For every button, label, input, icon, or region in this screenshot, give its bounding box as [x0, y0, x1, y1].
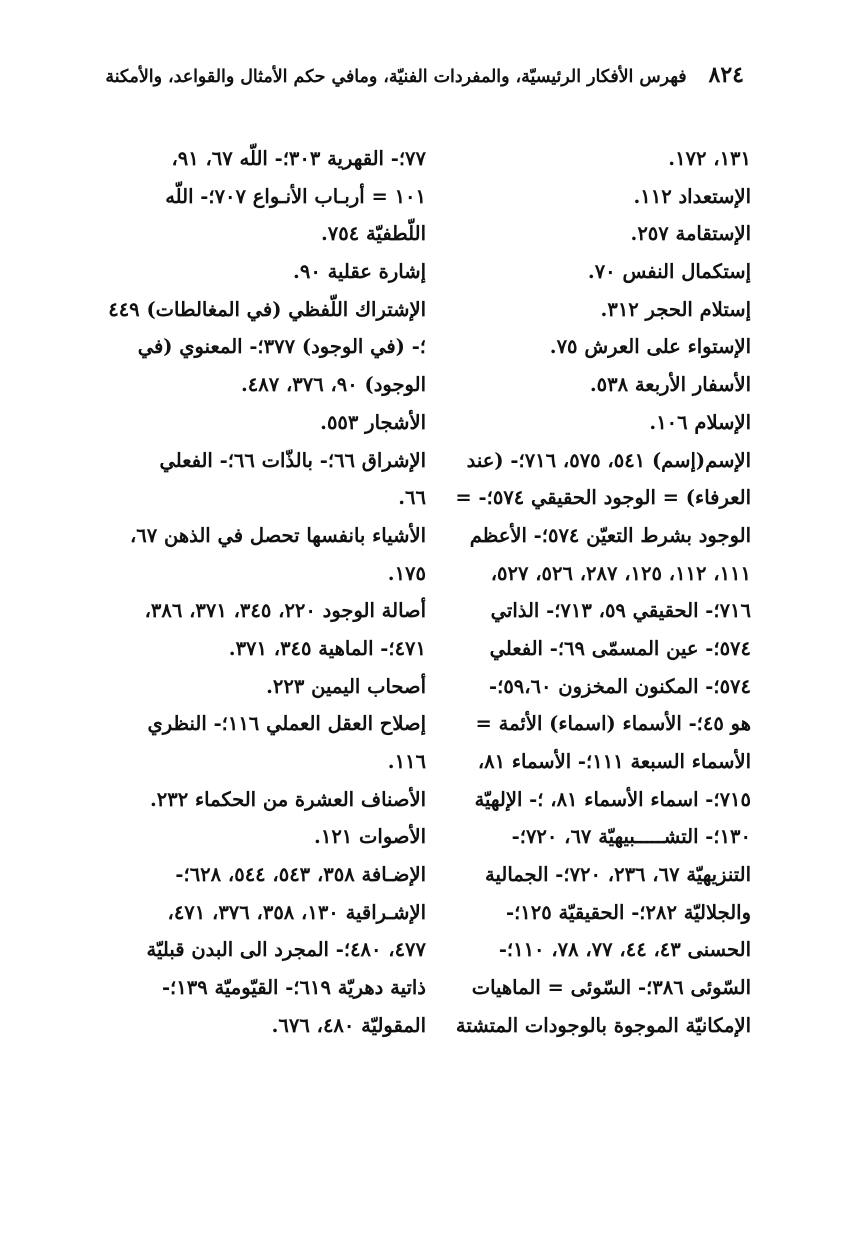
- index-line: ٦٦.: [398, 486, 426, 510]
- index-line: الإسم(إسم) ٥٤١، ٥٧٥، ٧١٦؛- (عند: [466, 448, 751, 472]
- index-column-left: [81, 140, 426, 1045]
- index-line: ١٧٥.: [387, 561, 426, 585]
- index-line: الحسنى ٤٣، ٤٤، ٧٧، ٧٨، ١١٠؛-: [498, 938, 751, 962]
- index-line: الإشتراك اللّفظي (في المغالطات) ٤٤٩: [108, 297, 426, 321]
- index-line: إستلام الحجر ٣١٢.: [600, 297, 751, 321]
- index-line: إصلاح العقل العملي ١١٦؛- النظري: [147, 712, 426, 736]
- index-line: ١٠١ = أربـاب الأنـواع ٧٠٧؛- اللّه: [165, 184, 426, 208]
- index-line: الإستعداد ١١٢.: [633, 184, 751, 208]
- index-line: ١١٦.: [387, 750, 426, 773]
- index-line: هو ٤٥؛- الأسماء (اسماء) الأئمة =: [475, 712, 751, 736]
- index-line: ٥٧٤؛- المكنون المخزون ٥٩،٦٠؛-: [489, 674, 751, 698]
- index-line: الوجود بشرط التعيّن ٥٧٤؛- الأعظم: [469, 523, 751, 547]
- index-line: ٥٧٤؛- عين المسمّى ٦٩؛- الفعلي: [489, 636, 751, 660]
- index-line: الأصناف العشرة من الحكماء ٢٣٢.: [149, 787, 426, 811]
- index-line: ذاتية دهريّة ٦١٩؛- القيّوميّة ١٣٩؛-: [161, 976, 426, 1000]
- index-line: ٤٧١؛- الماهية ٣٤٥، ٣٧١.: [228, 636, 426, 660]
- index-line: ٧٧؛- القهرية ٣٠٣؛- اللّه ٦٧، ٩١،: [171, 147, 426, 170]
- running-title: فهرس الأفكار الرئيسيّة، والمفردات الفنيّة، ومافي حكم الأمثال والقواعد، والأمكنة: [105, 67, 687, 87]
- index-line: الوجود) ٩٠، ٣٧٦، ٤٨٧.: [240, 373, 426, 397]
- index-line: ١١١، ١١٢، ١٢٥، ٢٨٧، ٥٢٦، ٥٢٧،: [490, 561, 751, 585]
- index-line: ٧١٥؛- اسماء الأسماء ٨١، ؛- الإلهيّة: [474, 787, 751, 811]
- index-line: والجلاليّة ٢٨٢؛- الحقيقيّة ١٢٥؛-: [506, 900, 751, 924]
- index-line: الإستقامة ٢٥٧.: [630, 222, 751, 246]
- index-line: السّوئى ٣٨٦؛- السّوئى = الماهيات: [471, 976, 751, 1000]
- index-line: العرفاء) = الوجود الحقيقي ٥٧٤؛- =: [455, 486, 751, 510]
- index-line: ١٣١، ١٧٢.: [668, 147, 751, 170]
- index-line: الإستواء على العرش ٧٥.: [549, 335, 751, 359]
- index-line: اللّطفيّة ٧٥٤.: [320, 222, 426, 246]
- index-line: ؛- (في الوجود) ٣٧٧؛- المعنوي (في: [137, 335, 426, 359]
- index-line: إستكمال النفس ٧٠.: [587, 260, 751, 284]
- index-line: إشارة عقلية ٩٠.: [293, 260, 426, 284]
- page-header: [100, 62, 744, 92]
- index-column-right: [406, 140, 751, 1045]
- index-line: ٧١٦؛- الحقيقي ٥٩، ٧١٣؛- الذاتي: [490, 599, 751, 623]
- index-line: الإضـافة ٣٥٨، ٥٤٣، ٥٤٤، ٦٢٨؛-: [175, 863, 426, 887]
- index-line: أصحاب اليمين ٢٢٣.: [266, 674, 426, 698]
- index-line: أصالة الوجود ٢٢٠، ٣٤٥، ٣٧١، ٣٨٦،: [144, 599, 426, 623]
- index-line: المقوليّة ٤٨٠، ٦٧٦.: [271, 1013, 426, 1037]
- index-line: التنزيهيّة ٦٧، ٢٣٦، ٧٢٠؛- الجمالية: [485, 863, 751, 887]
- index-line: ٤٧٧، ٤٨٠؛- المجرد الى البدن قبليّة: [146, 938, 426, 962]
- index-line: الأشجار ٥٥٣.: [320, 410, 426, 434]
- index-line: الإشـراقية ١٣٠، ٣٥٨، ٣٧٦، ٤٧١،: [167, 900, 426, 924]
- index-line: الإسلام ١٠٦.: [649, 410, 751, 434]
- index-line: الأشياء بانفسها تحصل في الذهن ٦٧،: [129, 523, 426, 547]
- index-line: الإشراق ٦٦؛- بالذّات ٦٦؛- الفعلي: [159, 448, 426, 472]
- index-line: الأصوات ١٢١.: [314, 825, 426, 849]
- index-line: الإمكانيّة الموجوة بالوجودات المتشتة: [455, 1013, 751, 1037]
- page-number: ٨٢٤: [708, 62, 744, 88]
- index-line: ١٣٠؛- التشـــــبيهيّة ٦٧، ٧٢٠؛-: [511, 825, 751, 849]
- index-line: الأسماء السبعة ١١١؛- الأسماء ٨١،: [477, 750, 751, 773]
- index-line: الأسفار الأربعة ٥٣٨.: [589, 373, 751, 397]
